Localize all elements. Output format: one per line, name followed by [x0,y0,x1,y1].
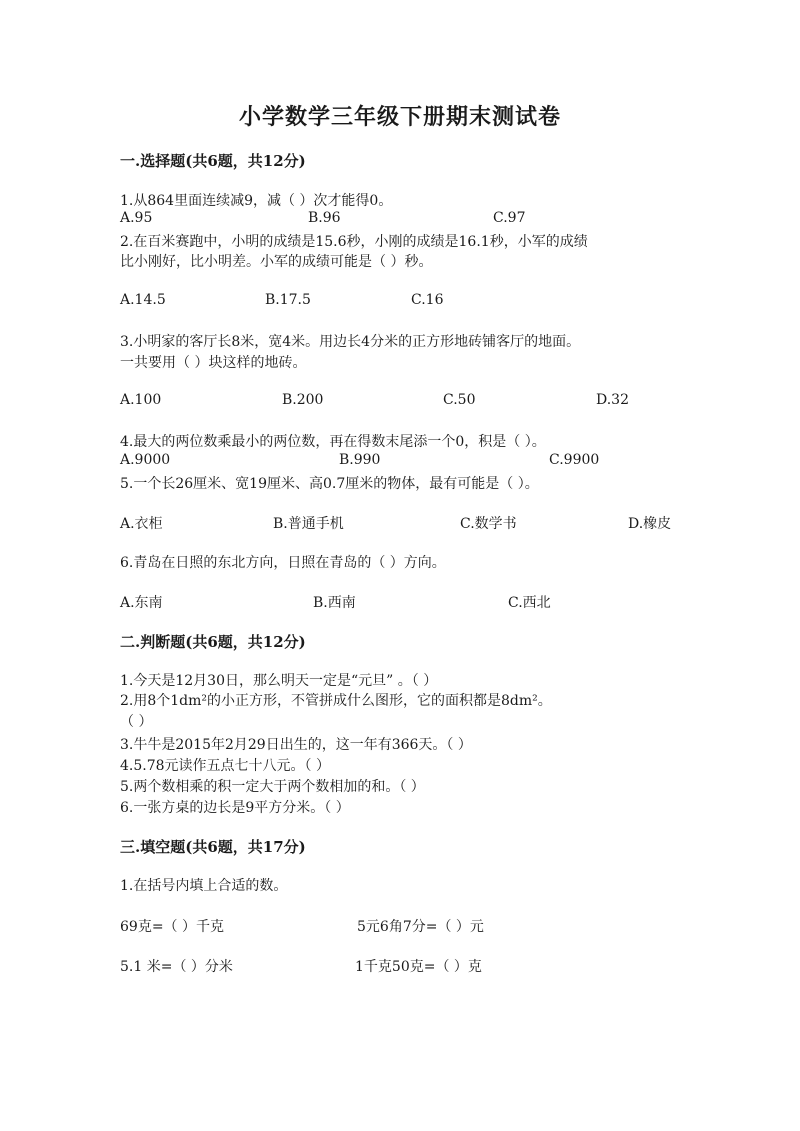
option-c[interactable]: C.50 [443,392,476,408]
option-d[interactable]: D.32 [596,392,629,408]
option-c[interactable]: C.16 [411,292,444,308]
option-c[interactable]: C.数学书 [460,516,517,532]
question-text: 5.一个长26厘米、宽19厘米、高0.7厘米的物体，最有可能是（ ）。 [120,476,539,492]
option-d[interactable]: D.橡皮 [628,516,672,532]
fill-item: 5元6角7分=（ ）元 [357,919,484,935]
judgment-line: 1.今天是12月30日，那么明天一定是“元旦” 。（ ） [120,673,438,689]
option-a[interactable]: A.衣柜 [120,516,163,532]
option-c[interactable]: C.西北 [508,595,551,611]
question-text: 2.在百米赛跑中，小明的成绩是15.6秒，小刚的成绩是16.1秒，小军的成绩 [120,234,588,250]
judgment-line: 3.牛牛是2015年2月29日出生的，这一年有366天。（ ） [120,737,472,753]
option-b[interactable]: B.普通手机 [273,516,344,532]
option-b[interactable]: B.17.5 [265,292,311,308]
judgment-line: 2.用8个1dm²的小正方形，不管拼成什么图形，它的面积都是8dm²。 [120,693,552,709]
judgment-line: 6.一张方桌的边长是9平方分米。（ ） [120,800,350,816]
judgment-line: （ ） [120,714,153,730]
option-b[interactable]: B.西南 [313,595,356,611]
question-text: 比小刚好，比小明差。小军的成绩可能是（ ）秒。 [120,254,433,270]
option-b[interactable]: B.96 [308,210,341,226]
fill-item: 1千克50克=（ ）克 [355,959,482,975]
fill-item: 69克=（ ）千克 [120,919,224,935]
option-b[interactable]: B.990 [339,452,381,468]
fill-item: 5.1 米=（ ）分米 [120,959,233,975]
option-a[interactable]: A.东南 [120,595,163,611]
option-b[interactable]: B.200 [282,392,324,408]
question-text: 一共要用（ ）块这样的地砖。 [120,355,307,371]
page-title: 小学数学三年级下册期末测试卷 [238,104,561,130]
option-a[interactable]: A.95 [120,210,153,226]
question-text: 6.青岛在日照的东北方向，日照在青岛的（ ）方向。 [120,555,446,571]
option-c[interactable]: C.9900 [549,452,600,468]
option-a[interactable]: A.100 [120,392,162,408]
option-a[interactable]: A.14.5 [120,292,166,308]
option-a[interactable]: A.9000 [120,452,171,468]
fill-intro: 1.在括号内填上合适的数。 [120,878,288,894]
option-c[interactable]: C.97 [493,210,526,226]
question-text: 4.最大的两位数乘最小的两位数，再在得数末尾添一个0，积是（ ）。 [120,434,546,450]
section-heading-fill: 三.填空题(共6题，共17分) [120,838,306,856]
question-text: 1.从864里面连续减9，减（ ）次才能得0。 [120,193,393,209]
section-heading-choice: 一.选择题(共6题，共12分) [120,152,306,170]
judgment-line: 5.两个数相乘的积一定大于两个数相加的和。（ ） [120,779,425,795]
section-heading-judgment: 二.判断题(共6题，共12分) [120,633,306,651]
question-text: 3.小明家的客厅长8米，宽4米。用边长4分米的正方形地砖铺客厅的地面。 [120,334,581,350]
judgment-line: 4.5.78元读作五点七十八元。（ ） [120,758,330,774]
